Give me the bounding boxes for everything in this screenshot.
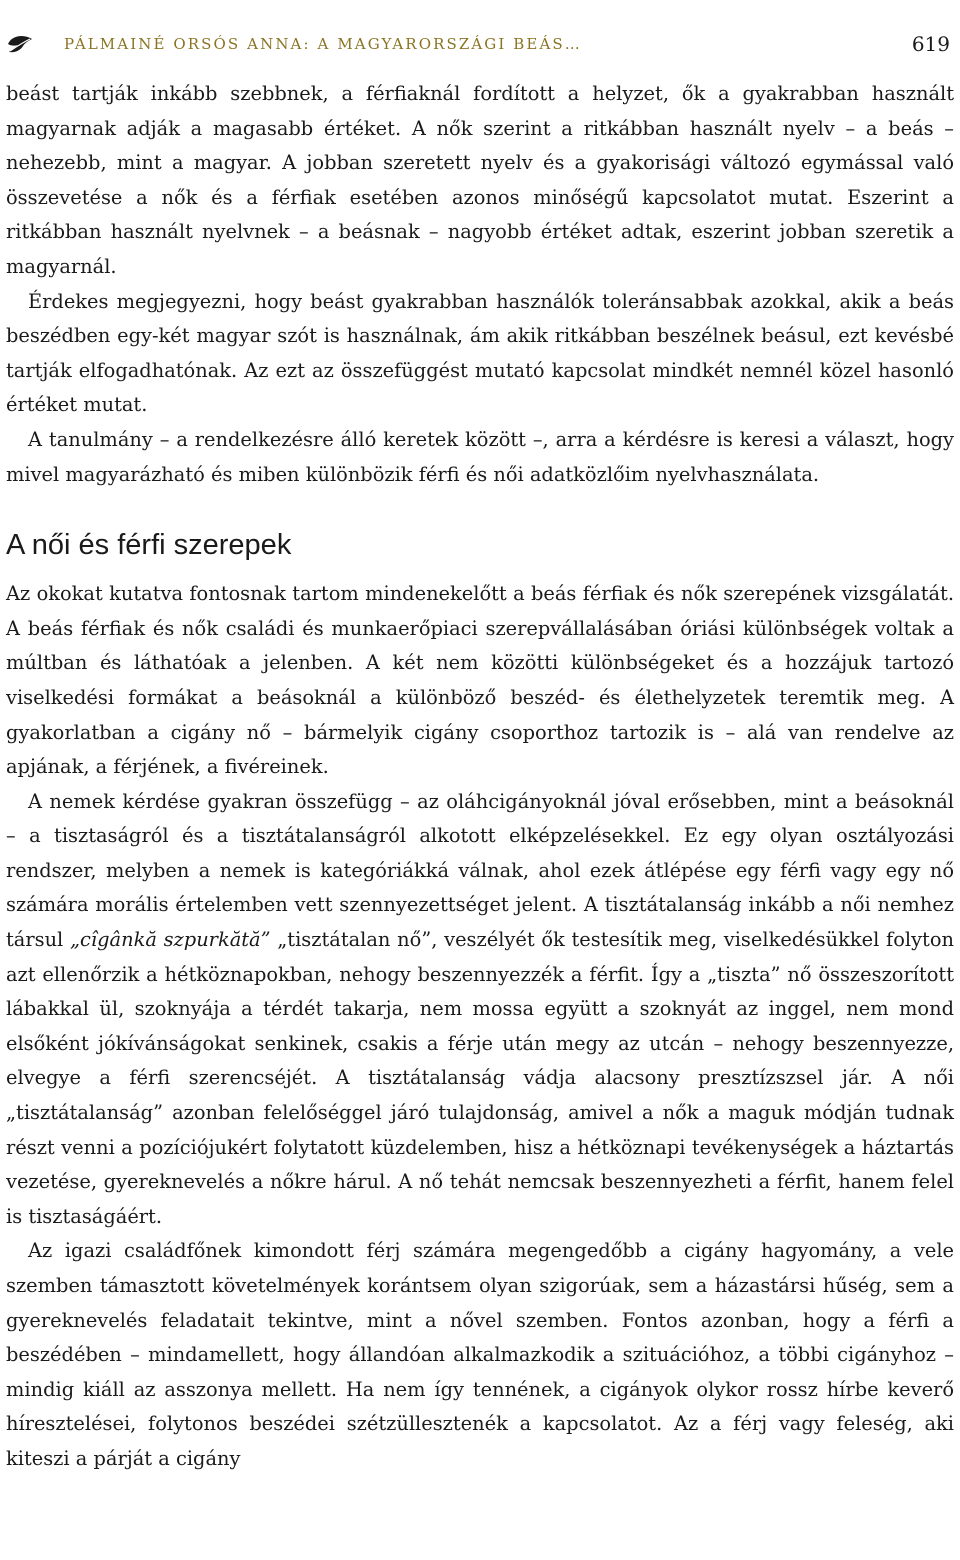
paragraph-5-text-b: „tisztátalan nő”, veszélyét ők testesítik meg, viselkedésükkel folyton azt ellenőrzik a hétköznapokban, nehogy beszennyezzék a férfit. Így a „tiszta” nő összeszorított lábakkal ül, szoknyája a térdét takarja, nem mossa együtt a szoknyát az inggel, nem mond elsőként jókívánságokat senkinek, csakis a férje után megy az utcán – nehogy beszennyezze, elvegye a férfi szerencséjét. A tisztátalanság vádja alacsony presztízszsel jár. A női „tisztátalanság” azonban felelőséggel járó tulajdonság, amivel a nők a maguk módján tudnak részt venni a pozíciójukért folytatott küzdelemben, hisz a hétköznapi tevékenységek a háztartás vezetése, gyereknevelés a nőkre hárul. A nő tehát nemcsak beszennyezheti a férfit, hanem felel is tisztaságáért. bbox=[6, 928, 954, 1228]
page-number: 619 bbox=[911, 32, 950, 56]
paragraph-1: beást tartják inkább szebbnek, a férfiaknál fordított a helyzet, ők a gyakrabban használt magyarnak adják a magasabb értéket. A nők szerint a ritkábban használt nyelv – a beás – nehezebb, mint a magyar. A jobban szeretett nyelv és a gyakorisági változó egymással való összevetése a nők és a férfiak esetében azonos minőségű kapcsolatot mutat. Eszerint a ritkábban használt nyelvnek – a beásnak – nagyobb értéket adtak, eszerint jobban szeretik a magyarnál. bbox=[6, 82, 954, 278]
page-header bbox=[6, 28, 954, 60]
section-heading: A női és férfi szerepek bbox=[6, 529, 292, 562]
fleuron-leaf-icon bbox=[6, 33, 34, 55]
paragraph-6: Az igazi családfőnek kimondott férj számára megengedőbb a cigány hagyomány, a vele szemben támasztott követelmények korántsem olyan szigorúak, sem a házastársi hűség, sem a gyereknevelés feladatait tekintve, mint a nővel szemben. Fontos azonban, hogy a férfi a beszédében – mindamellett, hogy állandóan alkalmazkodik a szituációhoz, a többi cigányhoz – mindig kiáll az asszonya mellett. Ha nem így tennének, a cigányok olykor rossz hírbe keverő híresztelései, folytonos beszédei szétzüllesztenék a kapcsolatot. Az a férj vagy feleség, aki kiteszi a párját a cigány bbox=[6, 1239, 954, 1470]
paragraph-3: A tanulmány – a rendelkezésre álló keretek között –, arra a kérdésre is keresi a választ, hogy mivel magyarázható és miben különbözik férfi és női adatközlőim nyelvhasználata. bbox=[6, 427, 954, 486]
italic-term: „cîgânkă szpurkătă” bbox=[70, 928, 271, 952]
paragraph-5-text-a: A nemek kérdése gyakran összefügg – az oláhcigányoknál jóval erősebben, mint a beásoknál – a tisztaságról és a tisztátalanságról alkotott elképzelésekkel. Ez egy olyan osztályozási rendszer, melyben a nemek is kategóriákká válnak, ahol ezek átlépése egy férfi vagy egy nő számára morális értelemben vett szennyezettséget jelent. A tisztátalanság inkább a női nemhez társul bbox=[6, 789, 954, 952]
paragraph-2: Érdekes megjegyezni, hogy beást gyakrabban használók toleránsabbak azokkal, akik a beás beszédben egy-két magyar szót is használnak, ám akik ritkábban beszélnek beásul, ezt kevésbé tartják elfogadhatónak. Az ezt az összefüggést mutató kapcsolat mindkét nemnél közel hasonló értéket mutat. bbox=[6, 289, 954, 417]
paragraph-4: Az okokat kutatva fontosnak tartom mindenekelőtt a beás férfiak és nők szerepének vizsgálatát. A beás férfiak és nők családi és munkaerőpiaci szerepvállalásában óriási különbségek voltak a múltban és láthatóak a jelenben. A két nem közötti különbségeket és a hozzájuk tartozó viselkedési formákat a beásoknál a különböző beszéd- és élethelyzetek teremtik meg. A gyakorlatban a cigány nő – bármelyik cigány csoporthoz tartozik is – alá van rendelve az apjának, a férjének, a fivéreinek. bbox=[6, 582, 954, 779]
running-head: PÁLMAINÉ ORSÓS ANNA: A MAGYARORSZÁGI BEÁS… bbox=[64, 35, 582, 53]
body-text bbox=[6, 77, 954, 1477]
paragraph-5 bbox=[6, 785, 954, 1235]
